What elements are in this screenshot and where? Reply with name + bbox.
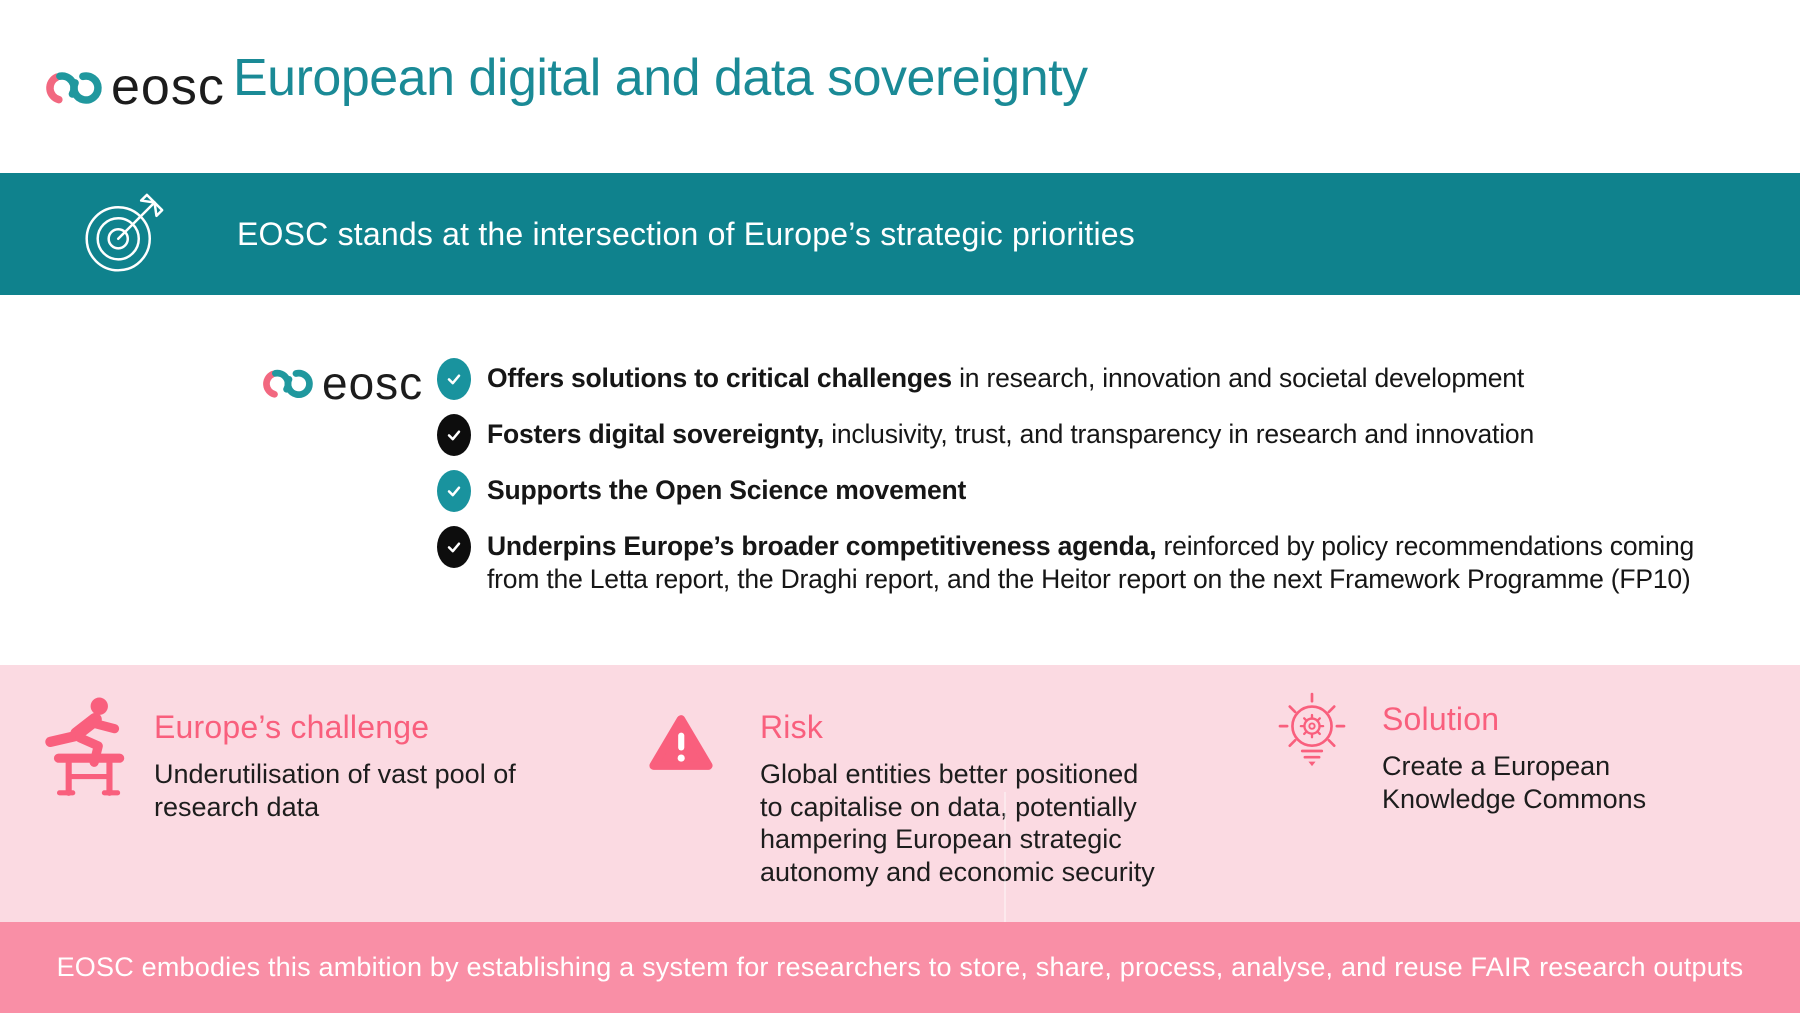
card-title: Europe’s challenge [154,709,430,745]
challenge-risk-solution-section [0,665,1800,922]
card-text [154,695,539,823]
eosc-logo [45,57,225,117]
card-body: Global entities better positioned to capitalise on data, potentially hampering European strategic autonomy and economic security [760,759,1155,887]
card-text [1382,687,1662,815]
card-title: Solution [1382,701,1500,737]
card-europes-challenge [42,695,539,823]
list-item [437,526,1737,596]
checkmark-icon [437,526,471,568]
page-title: European digital and data sovereignty [233,49,1088,107]
card-text [760,695,1160,888]
strategic-priorities-banner [0,173,1800,295]
checkmark-icon [437,358,471,400]
bullet-text: Fosters digital sovereignty, inclusivity, trust, and transparency in research and innovation [487,419,1534,449]
card-title: Risk [760,709,824,745]
hurdler-icon [42,695,128,801]
card-solution [1272,687,1662,815]
eosc-logo-mark-icon [262,366,314,400]
list-item [437,414,1737,456]
checkmark-icon [437,470,471,512]
warning-triangle-icon [648,695,714,773]
card-body: Create a European Knowledge Commons [1382,751,1647,814]
checkmark-icon [437,414,471,456]
eosc-logo-secondary [262,356,423,410]
target-arrow-icon [80,191,166,277]
lightbulb-gear-icon [1272,687,1352,775]
footer-text: EOSC embodies this ambition by establishing a system for researchers to store, share, process, analyse, and reuse FAIR research outputs [56,952,1744,982]
eosc-logo-mark-icon [45,68,103,106]
eosc-logo-text: eosc [111,58,225,116]
eosc-logo-text: eosc [322,357,424,409]
pillars-list [437,358,1737,610]
list-item [437,470,1737,512]
list-item [437,358,1737,400]
card-risk [648,695,1160,888]
card-body: Underutilisation of vast pool of research data [154,759,516,822]
footer-banner [0,922,1800,1013]
column-divider [1004,792,1006,922]
bullet-text: Underpins Europe’s broader competitiveness agenda, reinforced by policy recommendations coming from the Letta report, the Draghi report, and the Heitor report on the next Framework Programme (FP10) [487,531,1695,594]
header [0,0,1800,173]
bullet-text: Supports the Open Science movement [487,475,967,505]
banner-text: EOSC stands at the intersection of Europe’s strategic priorities [237,215,1135,252]
bullet-text: Offers solutions to critical challenges in research, innovation and societal development [487,363,1524,393]
